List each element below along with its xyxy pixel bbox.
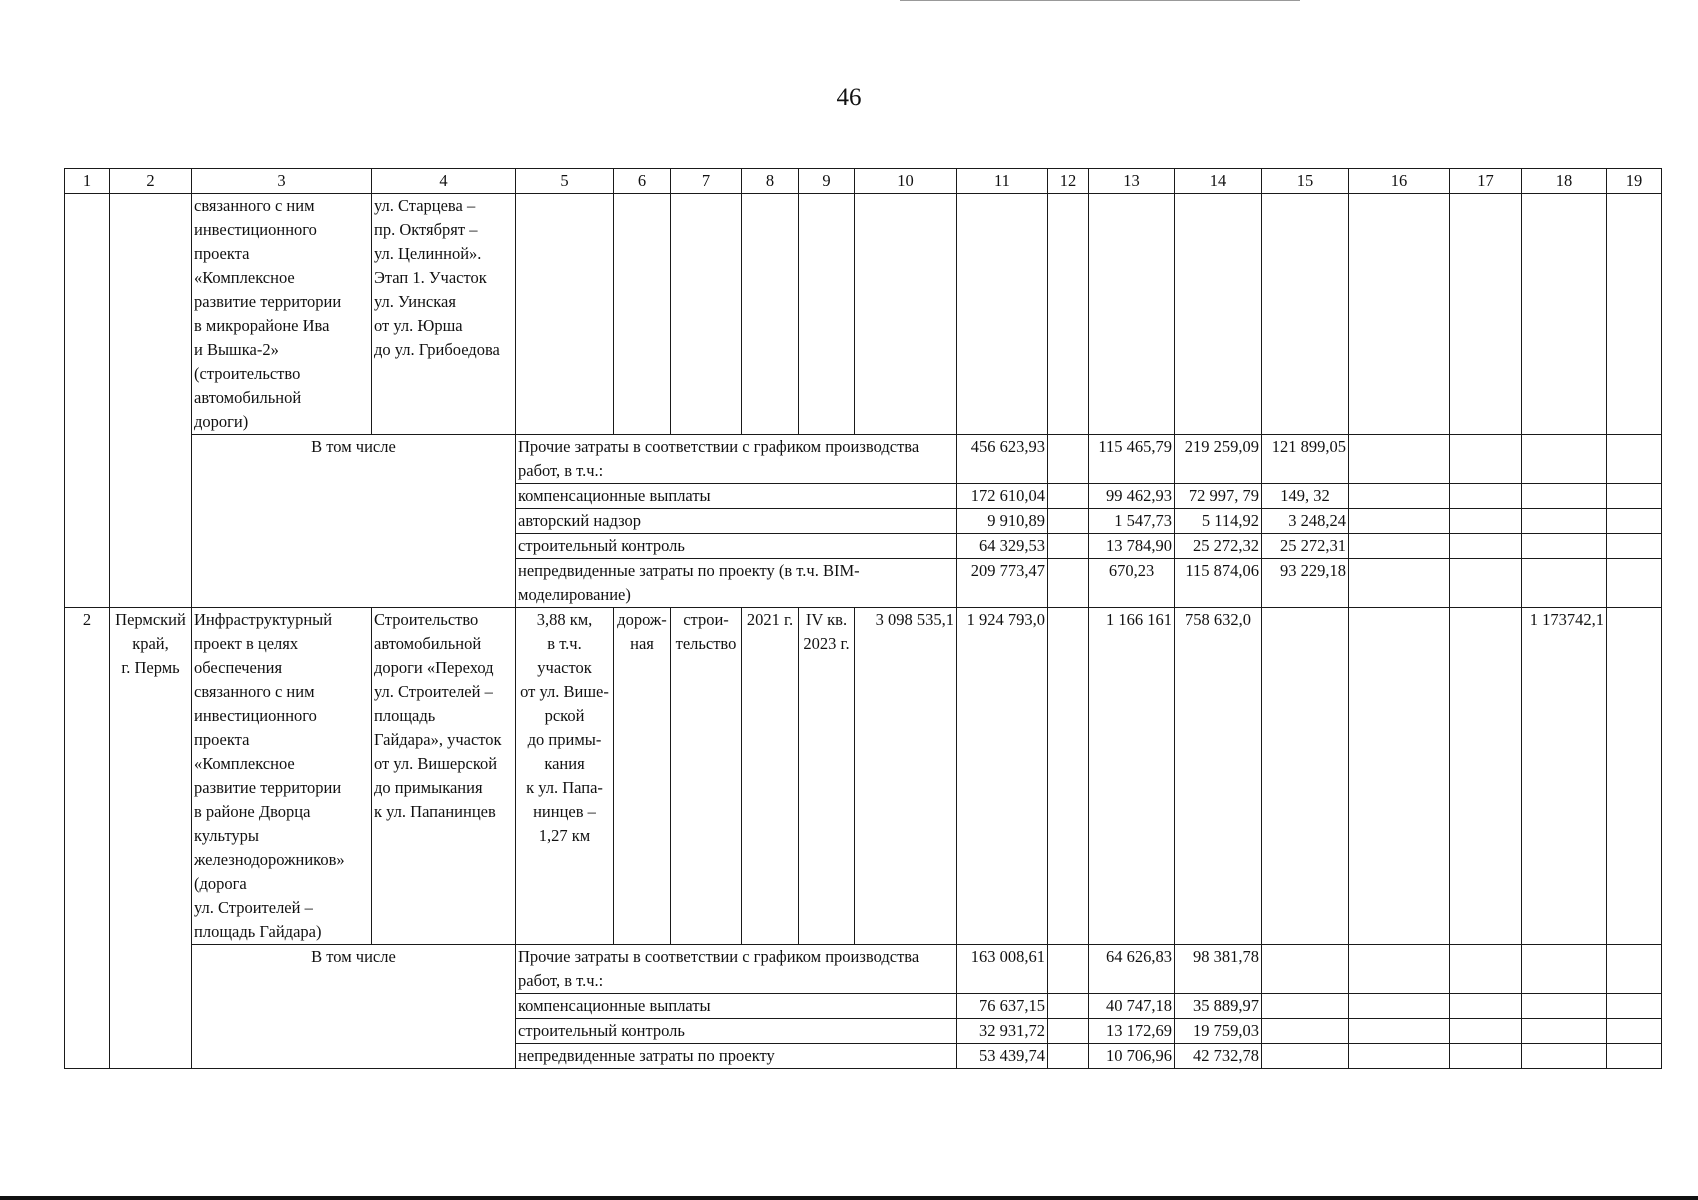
empty-cell xyxy=(1262,608,1349,945)
value-2022: 19 759,03 xyxy=(1175,1019,1262,1044)
region-cell xyxy=(110,608,192,1069)
empty-cell xyxy=(1607,559,1662,608)
value-2023: 25 272,31 xyxy=(1262,534,1349,559)
header-cell: 16 xyxy=(1349,169,1450,194)
empty-cell xyxy=(1349,509,1450,534)
value-2022: 758 632,0 xyxy=(1175,608,1262,945)
region-cell xyxy=(110,194,192,608)
empty-cell xyxy=(614,194,671,435)
empty-cell xyxy=(1450,435,1522,484)
work-type-line: тельство xyxy=(675,634,737,653)
empty-cell xyxy=(1522,994,1607,1019)
project-name-line: в микрорайоне Ива xyxy=(194,316,330,335)
header-cell: 6 xyxy=(614,169,671,194)
project-name-line: проекта xyxy=(194,730,250,749)
empty-cell xyxy=(1522,509,1607,534)
project-name-line: проекта xyxy=(194,244,250,263)
capacity-line: участок xyxy=(537,658,592,677)
empty-cell xyxy=(1522,945,1607,994)
header-cell: 19 xyxy=(1607,169,1662,194)
total-value: 9 910,89 xyxy=(957,509,1048,534)
cost-item-name: непредвиденные затраты по проекту xyxy=(516,1044,957,1069)
cost-item-name: строительный контроль xyxy=(516,1019,957,1044)
total-value: 53 439,74 xyxy=(957,1044,1048,1069)
empty-cell xyxy=(516,194,614,435)
object-name-line: Строительство xyxy=(374,610,479,629)
empty-cell xyxy=(1262,945,1349,994)
empty-cell xyxy=(671,194,742,435)
object-name-line: Этап 1. Участок xyxy=(374,268,487,287)
value-2021: 64 626,83 xyxy=(1089,945,1175,994)
empty-cell xyxy=(1522,194,1607,435)
value-2022: 5 114,92 xyxy=(1175,509,1262,534)
empty-cell xyxy=(1450,994,1522,1019)
header-cell: 9 xyxy=(799,169,855,194)
empty-cell xyxy=(1048,534,1089,559)
empty-cell xyxy=(742,194,799,435)
total-value: 172 610,04 xyxy=(957,484,1048,509)
empty-cell xyxy=(1262,194,1349,435)
scan-bottom-edge xyxy=(0,1196,1698,1200)
object-name-line: пр. Октябрят – xyxy=(374,220,478,239)
empty-cell xyxy=(1262,1044,1349,1069)
object-name-line: от ул. Вишерской xyxy=(374,754,498,773)
empty-cell xyxy=(1048,608,1089,945)
region-line: Пермский xyxy=(115,610,186,629)
row-number-cell: 2 xyxy=(65,608,110,1069)
object-name-line: Гайдара», участок xyxy=(374,730,502,749)
project-name-line: «Комплексное xyxy=(194,754,295,773)
header-cell: 14 xyxy=(1175,169,1262,194)
project-name-line: «Комплексное xyxy=(194,268,295,287)
capacity-line: в т.ч. xyxy=(547,634,582,653)
project-name-line: проект в целях xyxy=(194,634,299,653)
object-name-line: до ул. Грибоедова xyxy=(374,340,500,359)
value-col18: 1 173742,1 xyxy=(1522,608,1607,945)
empty-cell xyxy=(1048,509,1089,534)
project-name-line: обеспечения xyxy=(194,658,283,677)
project-name-line: (дорога xyxy=(194,874,247,893)
empty-cell xyxy=(1522,1044,1607,1069)
header-cell: 17 xyxy=(1450,169,1522,194)
project-name-line: дороги) xyxy=(194,412,249,431)
empty-cell xyxy=(1450,1044,1522,1069)
value-2023: 93 229,18 xyxy=(1262,559,1349,608)
header-cell: 13 xyxy=(1089,169,1175,194)
empty-cell xyxy=(1522,435,1607,484)
object-name-line: к ул. Папанинцев xyxy=(374,802,496,821)
work-type-cell xyxy=(671,608,742,945)
value-2021: 13 784,90 xyxy=(1089,534,1175,559)
empty-cell xyxy=(1262,1019,1349,1044)
capacity-line: до примы- xyxy=(527,730,602,749)
project-name-line: и Вышка-2» xyxy=(194,340,279,359)
project-name-line: инвестиционного xyxy=(194,706,317,725)
empty-cell xyxy=(1175,194,1262,435)
total-value: 163 008,61 xyxy=(957,945,1048,994)
cost-item-name: компенсационные выплаты xyxy=(516,994,957,1019)
empty-cell xyxy=(1349,484,1450,509)
empty-cell xyxy=(1048,559,1089,608)
empty-cell xyxy=(1450,608,1522,945)
cost-item-name: Прочие затраты в соответствии с графиком производства работ, в т.ч.: xyxy=(516,945,957,994)
empty-cell xyxy=(1450,945,1522,994)
end-date-line: 2023 г. xyxy=(803,634,850,653)
object-name-line: дороги «Переход xyxy=(374,658,494,677)
end-date-cell xyxy=(799,608,855,945)
value-2021: 99 462,93 xyxy=(1089,484,1175,509)
project-name-line: инвестиционного xyxy=(194,220,317,239)
empty-cell xyxy=(1048,1044,1089,1069)
header-cell: 8 xyxy=(742,169,799,194)
header-cell: 10 xyxy=(855,169,957,194)
header-cell: 12 xyxy=(1048,169,1089,194)
empty-cell xyxy=(1048,194,1089,435)
including-label: В том числе xyxy=(192,945,516,1069)
value-2021: 1 166 161 xyxy=(1089,608,1175,945)
object-name-line: ул. Уинская xyxy=(374,292,456,311)
capacity-line: 3,88 км, xyxy=(536,610,593,629)
empty-cell xyxy=(1607,194,1662,435)
infrastructure-type-line: дорож- xyxy=(617,610,667,629)
object-name-line: площадь xyxy=(374,706,436,725)
infrastructure-type-cell xyxy=(614,608,671,945)
header-cell: 3 xyxy=(192,169,372,194)
value-2023: 149, 32 xyxy=(1262,484,1349,509)
total-value: 64 329,53 xyxy=(957,534,1048,559)
empty-cell xyxy=(1522,1019,1607,1044)
capacity-line: 1,27 км xyxy=(538,826,591,845)
value-2022: 35 889,97 xyxy=(1175,994,1262,1019)
empty-cell xyxy=(855,194,957,435)
infrastructure-type-line: ная xyxy=(630,634,654,653)
total-value: 32 931,72 xyxy=(957,1019,1048,1044)
empty-cell xyxy=(1607,509,1662,534)
empty-cell xyxy=(1048,435,1089,484)
cost-item-name: компенсационные выплаты xyxy=(516,484,957,509)
page-number: 46 xyxy=(836,84,862,111)
project-name-line: (строительство xyxy=(194,364,301,383)
project-name-line: культуры xyxy=(194,826,260,845)
value-2022: 98 381,78 xyxy=(1175,945,1262,994)
object-name-line: от ул. Юрша xyxy=(374,316,463,335)
value-2022: 42 732,78 xyxy=(1175,1044,1262,1069)
empty-cell xyxy=(1607,994,1662,1019)
empty-cell xyxy=(1450,194,1522,435)
empty-cell xyxy=(1349,1044,1450,1069)
value-2022: 115 874,06 xyxy=(1175,559,1262,608)
estimated-cost-cell: 3 098 535,1 xyxy=(855,608,957,945)
cost-item-name: строительный контроль xyxy=(516,534,957,559)
project-name-line: связанного с ним xyxy=(194,682,315,701)
financing-table xyxy=(64,168,1662,1069)
header-cell: 2 xyxy=(110,169,192,194)
empty-cell xyxy=(1349,194,1450,435)
value-2021: 670,23 xyxy=(1089,559,1175,608)
capacity-line: нинцев – xyxy=(533,802,596,821)
capacity-line: от ул. Више- xyxy=(520,682,609,701)
empty-cell xyxy=(1048,945,1089,994)
project-name-cell xyxy=(192,194,372,435)
cost-detail-row xyxy=(65,945,1662,994)
capacity-line: рской xyxy=(544,706,585,725)
empty-cell xyxy=(1349,994,1450,1019)
project-name-line: Инфраструктурный xyxy=(194,610,333,629)
total-value: 209 773,47 xyxy=(957,559,1048,608)
header-cell: 5 xyxy=(516,169,614,194)
empty-cell xyxy=(1607,534,1662,559)
cost-item-name: авторский надзор xyxy=(516,509,957,534)
project-row xyxy=(65,608,1662,945)
object-name-line: ул. Целинной». xyxy=(374,244,482,263)
including-label: В том числе xyxy=(192,435,516,608)
project-name-line: площадь Гайдара) xyxy=(194,922,322,941)
project-row-continued xyxy=(65,194,1662,435)
project-name-line: связанного с ним xyxy=(194,196,315,215)
project-name-line: в районе Дворца xyxy=(194,802,311,821)
empty-cell xyxy=(1450,484,1522,509)
total-value: 1 924 793,0 xyxy=(957,608,1048,945)
empty-cell xyxy=(1450,534,1522,559)
empty-cell xyxy=(1349,559,1450,608)
empty-cell xyxy=(1450,1019,1522,1044)
header-cell: 1 xyxy=(65,169,110,194)
object-name-line: до примыкания xyxy=(374,778,483,797)
cost-detail-row xyxy=(65,435,1662,484)
scan-edge-line xyxy=(900,0,1300,1)
start-year-cell: 2021 г. xyxy=(742,608,799,945)
value-2021: 10 706,96 xyxy=(1089,1044,1175,1069)
object-name-line: ул. Строителей – xyxy=(374,682,493,701)
header-cell: 18 xyxy=(1522,169,1607,194)
value-2021: 115 465,79 xyxy=(1089,435,1175,484)
empty-cell xyxy=(957,194,1048,435)
value-2021: 40 747,18 xyxy=(1089,994,1175,1019)
empty-cell xyxy=(1349,435,1450,484)
value-2022: 72 997, 79 xyxy=(1175,484,1262,509)
capacity-line: кания xyxy=(544,754,585,773)
empty-cell xyxy=(799,194,855,435)
empty-cell xyxy=(1522,559,1607,608)
project-name-line: развитие территории xyxy=(194,292,342,311)
empty-cell xyxy=(1089,194,1175,435)
project-name-line: ул. Строителей – xyxy=(194,898,313,917)
empty-cell xyxy=(1522,484,1607,509)
empty-cell xyxy=(1048,484,1089,509)
header-cell: 11 xyxy=(957,169,1048,194)
row-number-cell xyxy=(65,194,110,608)
object-name-line: автомобильной xyxy=(374,634,482,653)
value-2023: 3 248,24 xyxy=(1262,509,1349,534)
value-2022: 25 272,32 xyxy=(1175,534,1262,559)
region-line: г. Пермь xyxy=(121,658,180,677)
total-value: 456 623,93 xyxy=(957,435,1048,484)
cost-item-name: Прочие затраты в соответствии с графиком производства работ, в т.ч.: xyxy=(516,435,957,484)
object-name-cell xyxy=(372,608,516,945)
empty-cell xyxy=(1262,994,1349,1019)
header-cell: 4 xyxy=(372,169,516,194)
object-name-line: ул. Старцева – xyxy=(374,196,476,215)
empty-cell xyxy=(1607,945,1662,994)
total-value: 76 637,15 xyxy=(957,994,1048,1019)
empty-cell xyxy=(1450,559,1522,608)
project-name-line: развитие территории xyxy=(194,778,342,797)
project-name-line: автомобильной xyxy=(194,388,302,407)
end-date-line: IV кв. xyxy=(805,610,848,629)
capacity-line: к ул. Папа- xyxy=(526,778,603,797)
value-2021: 13 172,69 xyxy=(1089,1019,1175,1044)
empty-cell xyxy=(1048,994,1089,1019)
value-2021: 1 547,73 xyxy=(1089,509,1175,534)
project-name-cell xyxy=(192,608,372,945)
cost-item-name: непредвиденные затраты по проекту (в т.ч. BIM-моделирование) xyxy=(516,559,957,608)
empty-cell xyxy=(1349,534,1450,559)
value-2023: 121 899,05 xyxy=(1262,435,1349,484)
empty-cell xyxy=(1048,1019,1089,1044)
empty-cell xyxy=(1349,945,1450,994)
empty-cell xyxy=(1607,1044,1662,1069)
empty-cell xyxy=(1522,534,1607,559)
empty-cell xyxy=(1450,509,1522,534)
empty-cell xyxy=(1349,1019,1450,1044)
header-cell: 15 xyxy=(1262,169,1349,194)
header-cell: 7 xyxy=(671,169,742,194)
value-2022: 219 259,09 xyxy=(1175,435,1262,484)
project-name-line: железнодорожников» xyxy=(194,850,345,869)
empty-cell xyxy=(1607,435,1662,484)
empty-cell xyxy=(1607,1019,1662,1044)
region-line: край, xyxy=(132,634,169,653)
work-type-line: строи- xyxy=(683,610,729,629)
empty-cell xyxy=(1607,484,1662,509)
empty-cell xyxy=(1607,608,1662,945)
capacity-cell xyxy=(516,608,614,945)
empty-cell xyxy=(1349,608,1450,945)
object-name-cell xyxy=(372,194,516,435)
column-number-row xyxy=(65,169,1662,194)
